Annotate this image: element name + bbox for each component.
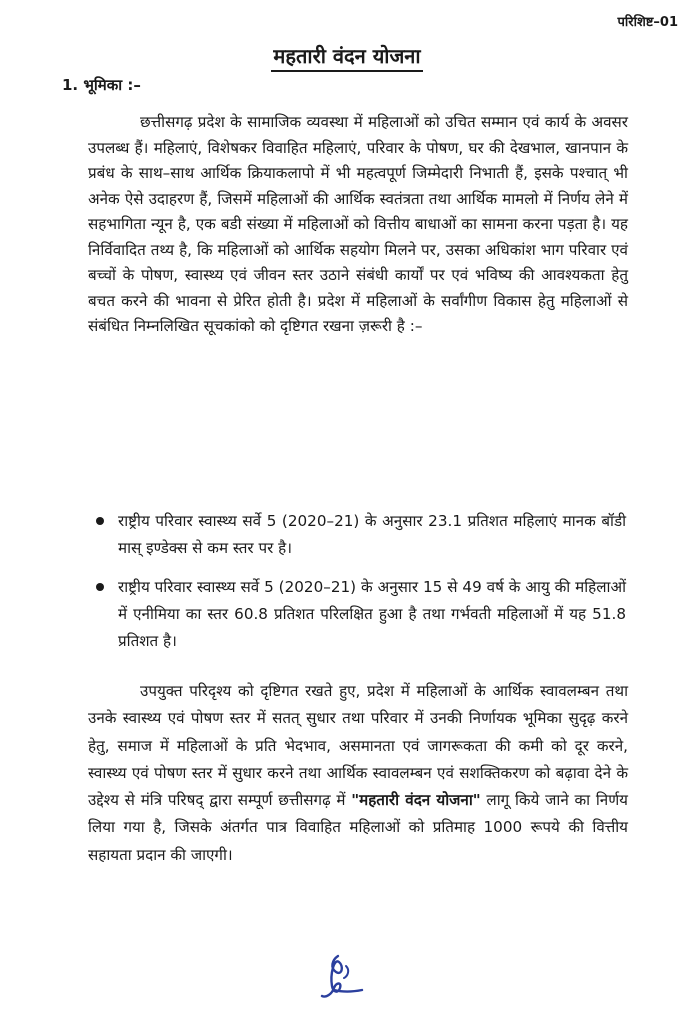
document-title-text: महतारी वंदन योजना <box>271 44 422 72</box>
document-title <box>0 42 694 69</box>
closing-text-start: उपयुक्त परिदृश्य को दृष्टिगत रखते हुए, प्रदेश में महिलाओं के आर्थिक स्वावलम्बन तथा उनके स्वास्थ्य एवं पोषण स्तर में सतत् सुधार तथा परिवार में उनकी निर्णायक भूमिका सुदृढ़ करने हेतु, समाज में महिलाओं के प्रति भेदभाव, असमानता एवं जागरूकता की कमी को दूर करने, स्वास्थ्य एवं पोषण स्तर में सुधार करने तथा आर्थिक स्वावलम्बन एवं सशक्तिकरण को बढ़ावा देने के उद्देश्य से मंत्रि परिषद् द्वारा सम्पूर्ण छत्तीसगढ़ में <box>88 682 628 810</box>
intro-paragraph: छत्तीसगढ़ प्रदेश के सामाजिक व्यवस्था में महिलाओं को उचित सम्मान एवं कार्य के अवसर उपलब्ध हैं। महिलाएं, विशेषकर विवाहित महिलाएं, परिवार के पोषण, घर की देखभाल, खानपान के प्रबंध के साथ–साथ आर्थिक क्रियाकलापो में भी महत्वपूर्ण जिम्मेदारी निभाती हैं, इसके पश्चात् भी अनेक ऐसे उदाहरण हैं, जिसमें महिलाओं की आर्थिक स्वतंत्रता तथा आर्थिक मामलो में निर्णय लेने में सहभागिता न्यून है, एक बडी संख्या में महिलाओं को वित्तीय बाधाओं का सामना करना पड़ता है। यह निर्विवादित तथ्य है, कि महिलाओं को आर्थिक सहयोग मिलने पर, उसका अधिकांश भाग परिवार एवं बच्चों के पोषण, स्वास्थ्य एवं जीवन स्तर उठाने संबंधी कार्यों पर एवं भविष्य की आवश्यकता हेतु बचत करने की भावना से प्रेरित होती है। प्रदेश में महिलाओं के सर्वांगीण विकास हेतु महिलाओं से संबंधित निम्नलिखित सूचकांको को दृष्टिगत रखना ज़रूरी है :– <box>88 113 628 335</box>
list-item-text: राष्ट्रीय परिवार स्वास्थ्य सर्वे 5 (2020–21) के अनुसार 15 से 49 वर्ष के आयु की महिलाओं में एनीमिया का स्तर 60.8 प्रतिशत परिलक्षित हुआ है तथा गर्भवती महिलाओं में यह 51.8 प्रतिशत है। <box>118 578 626 650</box>
indicator-list <box>96 508 626 667</box>
signature-icon <box>312 952 372 1006</box>
closing-paragraph <box>88 678 628 869</box>
bullet-icon <box>96 583 104 591</box>
closing-text-end: लागू किये जाने का निर्णय लिया गया है, जिसके अंतर्गत पात्र विवाहित महिलाओं को प्रतिमाह 1000 रूपये की वित्तीय सहायता प्रदान की जाएगी। <box>88 791 628 864</box>
list-item <box>96 574 626 655</box>
section-heading: 1. भूमिका :– <box>62 76 141 94</box>
list-item-text: राष्ट्रीय परिवार स्वास्थ्य सर्वे 5 (2020–21) के अनुसार 23.1 प्रतिशत महिलाएं मानक बॉडी मास् इण्डेक्स से कम स्तर पर है। <box>118 512 626 557</box>
annex-label: परिशिष्ट–01 <box>617 15 678 30</box>
list-item <box>96 508 626 562</box>
scheme-name: "महतारी वंदन योजना" <box>351 791 481 810</box>
bullet-icon <box>96 517 104 525</box>
